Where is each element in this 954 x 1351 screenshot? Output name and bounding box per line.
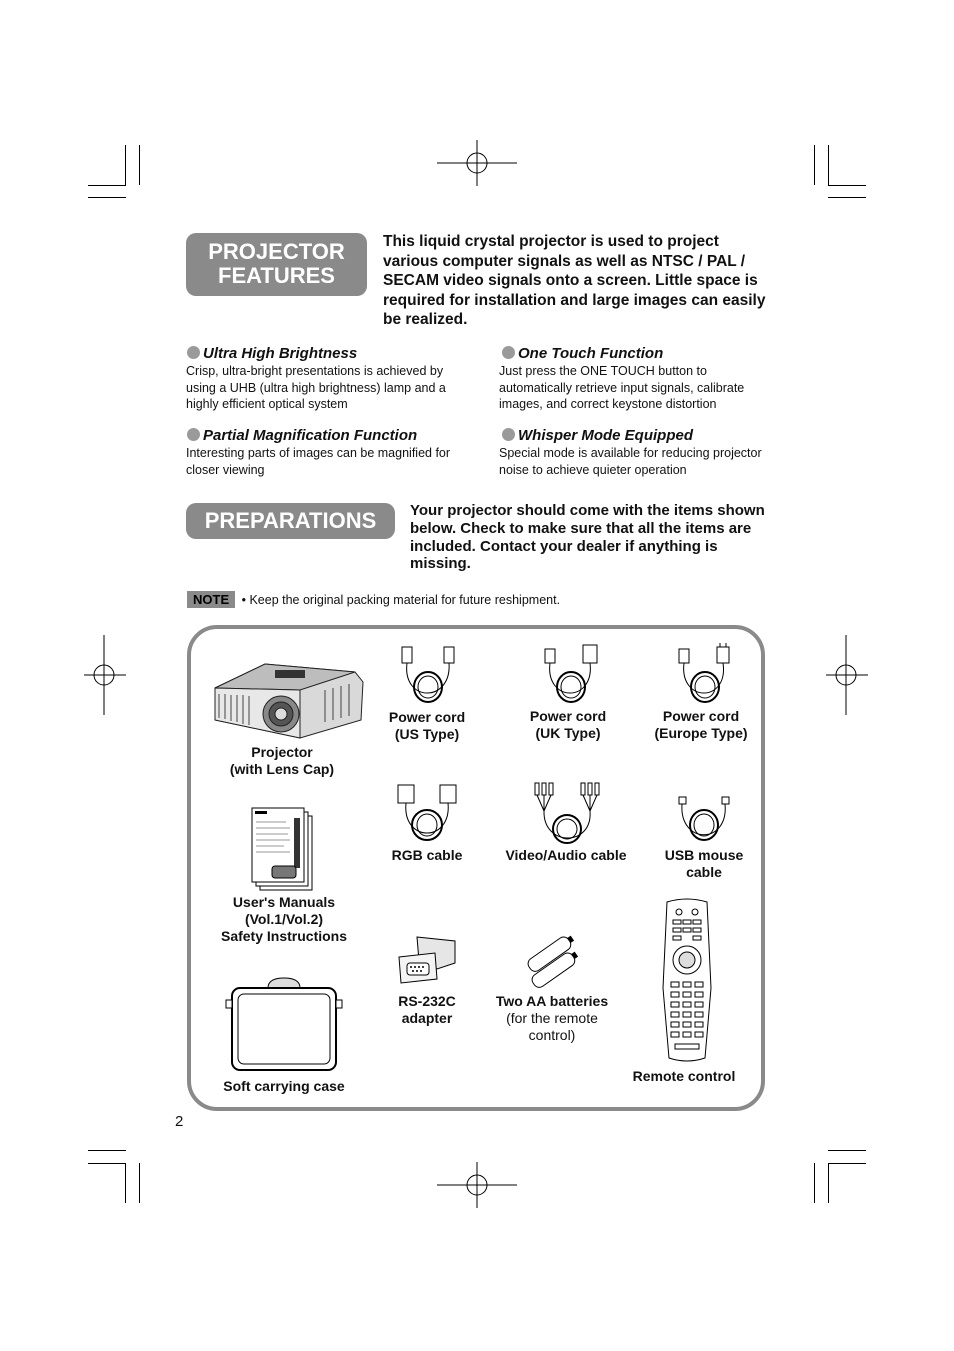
heading-line-2: FEATURES	[218, 263, 335, 288]
caption-power-cord-uk: Power cord (UK Type)	[529, 708, 607, 741]
feature-title-partial-magnification: Partial Magnification Function	[187, 427, 417, 444]
caption-video-audio-cable: Video/Audio cable	[505, 847, 627, 863]
bullet-dot-icon	[502, 346, 515, 359]
soft-carrying-case-image	[226, 976, 342, 1072]
note	[187, 592, 560, 607]
users-manuals-image	[250, 806, 314, 892]
power-cord-uk-icon	[543, 643, 603, 705]
features-intro: This liquid crystal projector is used to project various computer signals as well as NTSC / PAL / SECAM video signals onto a screen. Little space is required for installation and large images can easily be realized.	[383, 233, 766, 328]
caption-aa-batteries: Two AA batteries (for the remote control)	[495, 993, 609, 1043]
caption-rs232c-adapter: RS-232C adapter	[398, 993, 456, 1026]
heading-line-1: PROJECTOR	[208, 239, 345, 264]
rs232c-adapter-icon	[397, 935, 459, 985]
caption-rgb-cable: RGB cable	[391, 847, 463, 863]
registration-mark-bottom	[437, 1162, 517, 1208]
power-cord-us-icon	[400, 643, 460, 705]
projector-features-heading	[186, 233, 367, 296]
usb-mouse-cable-icon	[677, 795, 735, 847]
caption-projector: Projector (with Lens Cap)	[229, 744, 335, 777]
remote-control-image	[659, 898, 715, 1064]
page-number: 2	[175, 1113, 184, 1130]
registration-mark-right	[826, 635, 868, 715]
video-audio-cable-icon	[533, 781, 603, 847]
feature-title-whisper-mode: Whisper Mode Equipped	[502, 427, 693, 444]
feature-title-ultra-high-brightness: Ultra High Brightness	[187, 345, 357, 362]
caption-power-cord-europe: Power cord (Europe Type)	[654, 708, 748, 741]
caption-power-cord-us: Power cord (US Type)	[388, 709, 466, 742]
preparations-heading: PREPARATIONS	[186, 503, 395, 539]
projector-image	[205, 660, 365, 740]
feature-body-whisper-mode: Special mode is available for reducing projector noise to achieve quieter operation	[499, 446, 762, 477]
feature-body-partial-magnification: Interesting parts of images can be magnified for closer viewing	[186, 446, 451, 477]
caption-remote-control: Remote control	[632, 1068, 736, 1084]
registration-mark-top	[437, 140, 517, 186]
caption-users-manuals: User's Manuals (Vol.1/Vol.2) Safety Instructions	[220, 894, 348, 944]
note-label: NOTE	[187, 591, 235, 608]
feature-title-one-touch: One Touch Function	[502, 345, 663, 362]
rgb-cable-icon	[398, 783, 460, 845]
caption-soft-carrying-case: Soft carrying case	[223, 1078, 345, 1094]
bullet-dot-icon	[502, 428, 515, 441]
registration-mark-left	[84, 635, 126, 715]
note-text: • Keep the original packing material for future reshipment.	[241, 593, 561, 607]
caption-usb-mouse-cable: USB mouse cable	[664, 847, 744, 880]
bullet-dot-icon	[187, 428, 200, 441]
feature-body-one-touch: Just press the ONE TOUCH button to automatically retrieve input signals, calibrate images, and correct keystone distortion	[499, 364, 745, 411]
bullet-dot-icon	[187, 346, 200, 359]
power-cord-europe-icon	[677, 643, 737, 705]
aa-batteries-icon	[520, 935, 584, 991]
preparations-intro: Your projector should come with the items shown below. Check to make sure that all the items are included. Contact your dealer if anything is missing.	[410, 502, 765, 573]
feature-body-ultra-high-brightness: Crisp, ultra-bright presentations is achieved by using a UHB (ultra high brightness) lamp and a highly efficient optical system	[186, 364, 446, 411]
